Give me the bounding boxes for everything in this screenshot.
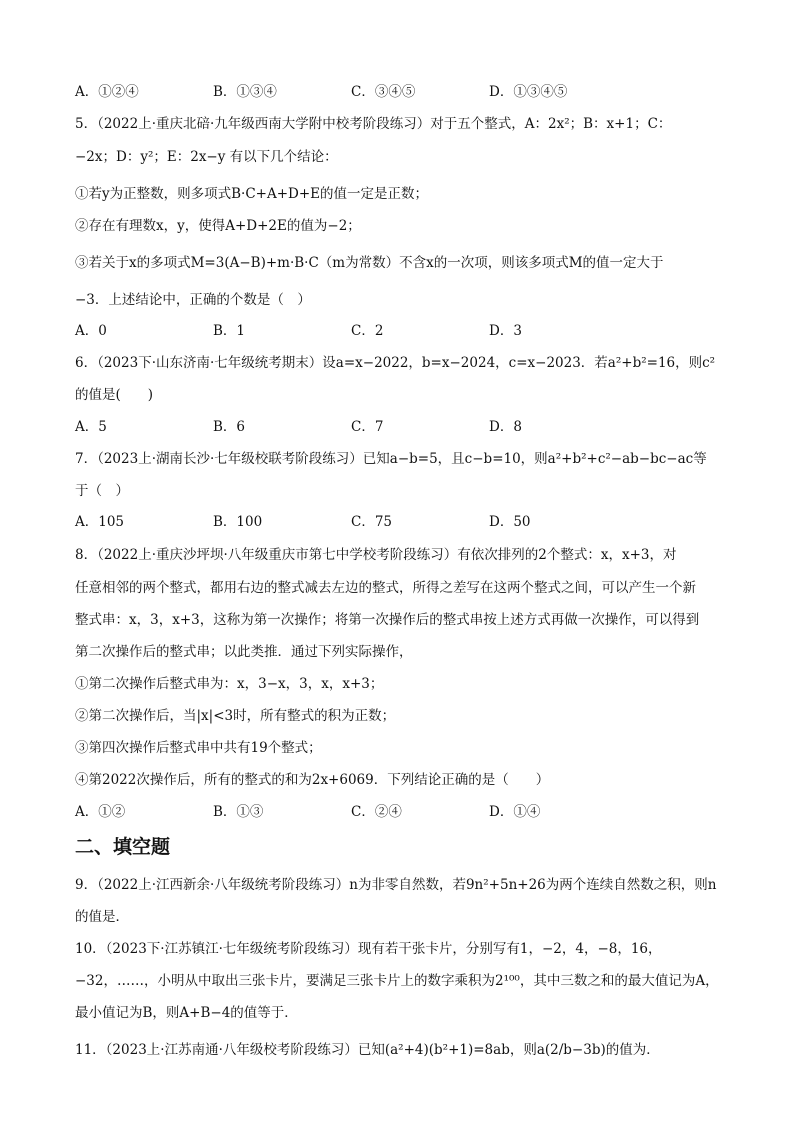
q8-statement-1: ①第二次操作后整式串为：x，3−x，3，x，x+3； [75,676,384,692]
q5-statement-1: ①若y为正整数，则多项式B·C+A+D+E的值一定是正数； [75,186,429,202]
q6-option-d[interactable]: D．8 [489,419,522,435]
q5-options [75,321,735,341]
q6-option-c[interactable]: C．7 [351,419,384,435]
q8-stem-line-3: 整式串：x，3，x+3，这称为第一次操作；将第一次操作后的整式串按上述方式再做一次操作，可以得到 [75,612,700,628]
q9-stem-line-1: 9．（2022上·江西新余·八年级统考阶段练习）n为非零自然数，若9n²+5n+26为两个连续自然数之积，则n [75,877,717,893]
q8-stem-line-1: 8．（2022上·重庆沙坪坝·八年级重庆市第七中学校考阶段练习）有依次排列的2个整式：x，x+3，对 [75,547,677,563]
q5-statement-3: ③若关于x的多项式M=3(A−B)+m·B·C（m为常数）不含x的一次项，则该多项式M的值一定大于 [75,255,664,271]
q8-option-c[interactable]: C．②④ [351,804,402,820]
q5-option-a[interactable]: A．0 [75,323,107,339]
q6-options [75,417,735,437]
q4-option-c[interactable]: C．③④⑤ [351,84,416,100]
q6-stem-line-1: 6．（2023下·山东济南·七年级统考期末）设a=x−2022，b=x−2024，c=x−2023．若a²+b²=16，则c² [75,355,716,371]
q5-stem-line-6: −3．上述结论中，正确的个数是（ ） [75,292,311,308]
q5-option-c[interactable]: C．2 [351,323,384,339]
q10-stem-line-1: 10．（2023下·江苏镇江·七年级统考阶段练习）现有若干张卡片，分别写有1，−2，4，−8，16， [75,941,662,957]
q4-option-b[interactable]: B．①③④ [213,84,277,100]
q7-option-c[interactable]: C．75 [351,514,393,530]
q9-stem-line-2: 的值是． [75,909,129,925]
q8-option-b[interactable]: B．①③ [213,804,264,820]
q5-stem-line-2: −2x；D：y²；E：2x−y 有以下几个结论： [75,149,338,165]
q6-option-a[interactable]: A．5 [75,419,107,435]
q6-option-b[interactable]: B．6 [213,419,246,435]
q8-statement-2: ②第二次操作后，当|x|<3时，所有整式的积为正数； [75,708,396,724]
q5-stem-line-1: 5．（2022上·重庆北碚·九年级西南大学附中校考阶段练习）对于五个整式，A：2x²；B：x+1；C： [75,116,672,132]
q5-option-d[interactable]: D．3 [489,323,522,339]
q8-stem-line-4: 第二次操作后的整式串；以此类推．通过下列实际操作， [75,644,413,660]
q8-options [75,802,735,822]
q7-option-a[interactable]: A．105 [75,514,125,530]
q4-option-a[interactable]: A．①②④ [75,84,139,100]
q8-statement-3: ③第四次操作后整式串中共有19个整式； [75,740,322,756]
q8-statement-4: ④第2022次操作后，所有的整式的和为2x+6069．下列结论正确的是（ ） [75,772,550,788]
q8-option-a[interactable]: A．①② [75,804,126,820]
q7-options [75,512,735,532]
q10-stem-line-2: −32，……，小明从中取出三张卡片，要满足三张卡片上的数字乘积为2¹⁰⁰，其中三数之和的最大值记为A， [75,973,719,989]
q7-option-d[interactable]: D．50 [489,514,531,530]
q5-statement-2: ②存在有理数x，y，使得A+D+2E的值为−2； [75,218,361,234]
q4-option-d[interactable]: D．①③④⑤ [489,84,568,100]
q7-option-b[interactable]: B．100 [213,514,263,530]
q6-stem-line-2: 的值是( ) [75,387,154,403]
q4-options [75,82,735,102]
q8-option-d[interactable]: D．①④ [489,804,541,820]
q7-stem-line-2: 于（ ） [75,483,129,499]
q10-stem-line-3: 最小值记为B，则A+B−4的值等于． [75,1005,298,1021]
q7-stem-line-1: 7．（2023上·湖南长沙·七年级校联考阶段练习）已知a−b=5，且c−b=10，则a²+b²+c²−ab−bc−ac等 [75,451,707,467]
q5-option-b[interactable]: B．1 [213,323,246,339]
section-heading-fill-in: 二、填空题 [75,836,171,858]
q8-stem-line-2: 任意相邻的两个整式，都用右边的整式减去左边的整式，所得之差写在这两个整式之间，可以产生一个新 [75,580,696,596]
q11-stem-line-1: 11．（2023上·江苏南通·八年级校考阶段练习）已知(a²+4)(b²+1)=8ab，则a(2/b−3b)的值为． [75,1042,660,1058]
